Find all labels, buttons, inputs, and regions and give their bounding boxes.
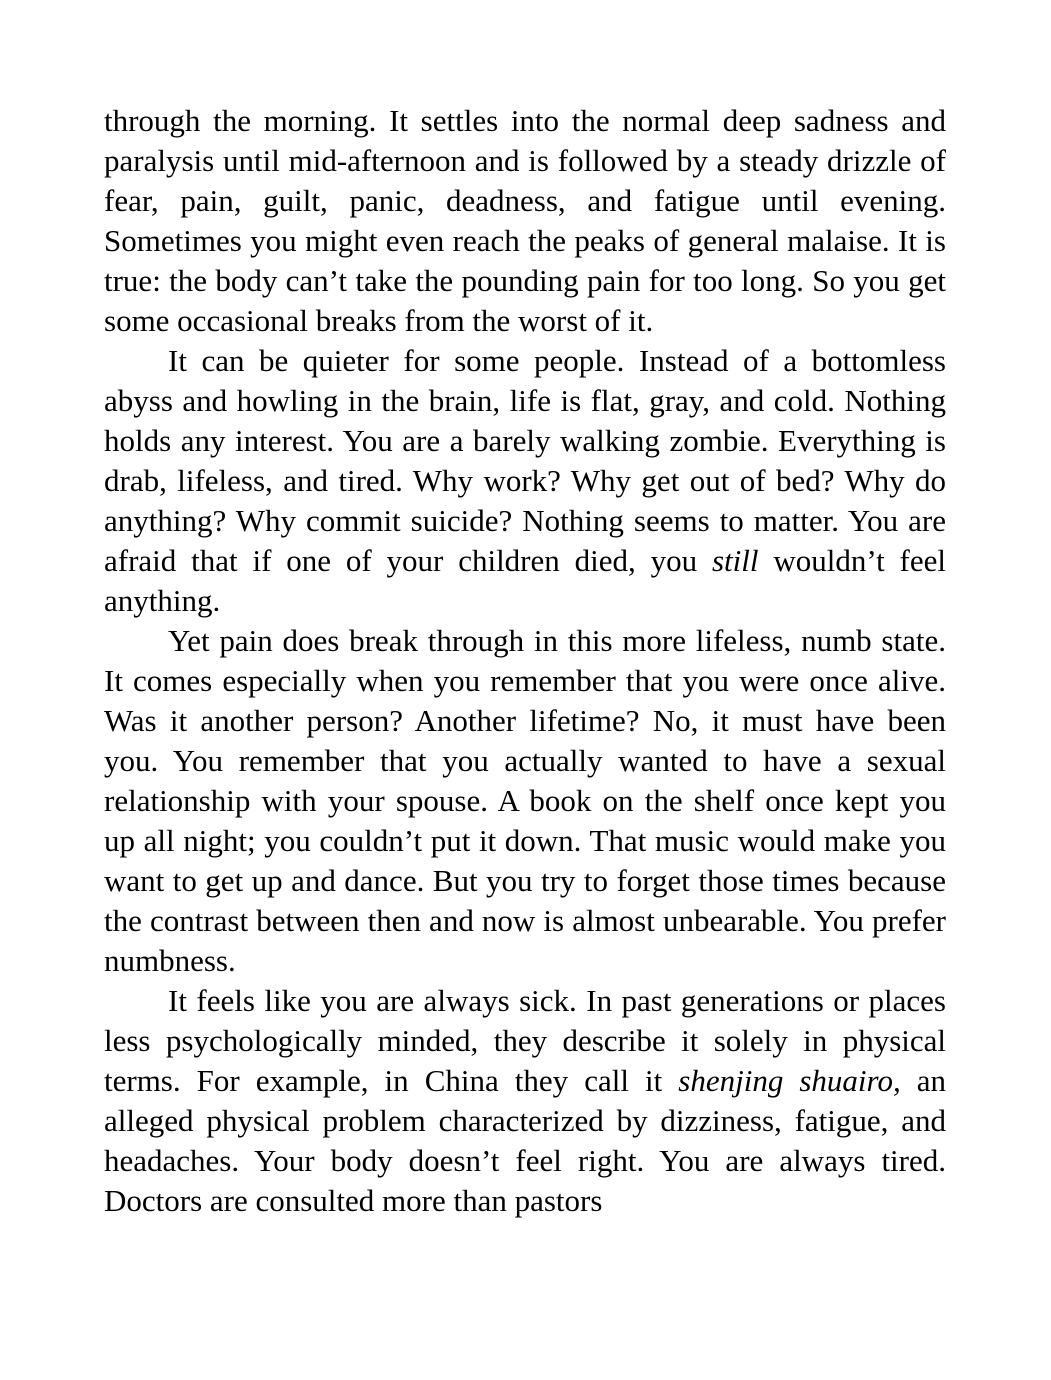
paragraph-4 [104,981,946,1221]
paragraph-4-italic-term: shenjing shuairo, [678,1063,901,1098]
paragraph-3-text: Yet pain does break through in this more lifeless, numb state. It comes especially when you remember that you were once alive. Was it another person? Another lifetime? No, it must have been you. You remember that you actually wanted to have a sexual relationship with your spouse. A book on the shelf once kept you up all night; you couldn’t put it down. That music would make you want to get up and dance. But you try to forget those times because the contrast between then and now is almost unbearable. You prefer numbness. [104,623,946,978]
paragraph-2 [104,341,946,621]
paragraph-1-text: through the morning. It settles into the normal deep sadness and paralysis until mid-afternoon and is followed by a steady drizzle of fear, pain, guilt, panic, deadness, and fatigue until evening. Sometimes you might even reach the peaks of general malaise. It is true: the body can’t take the pounding pain for too long. So you get some occasional breaks from the worst of it. [104,103,946,338]
paragraph-4-text-b: an alleged physical problem characterized by dizziness, fatigue, and headaches. Your body doesn’t feel right. You are always tired. Doctors are consulted more than pastors [104,1063,947,1218]
paragraph-1 [104,101,946,341]
paragraph-3 [104,621,946,981]
paragraph-4-text-a: It feels like you are always sick. In past generations or places less psychologically minded, they describe it solely in physical terms. For example, in China they call it [104,983,946,1098]
paragraph-2-italic-word: still [711,543,759,578]
paragraph-2-text-a: It can be quieter for some people. Instead of a bottomless abyss and howling in the brain, life is flat, gray, and cold. Nothing holds any interest. You are a barely walking zombie. Everything is drab, lifeless, and tired. Why work? Why get out of bed? Why do anything? Why commit suicide? Nothing seems to matter. You are afraid that if one of your children died, you [104,343,946,578]
body-text [104,101,946,1221]
paragraph-2-text-b: wouldn’t feel anything. [104,543,946,618]
